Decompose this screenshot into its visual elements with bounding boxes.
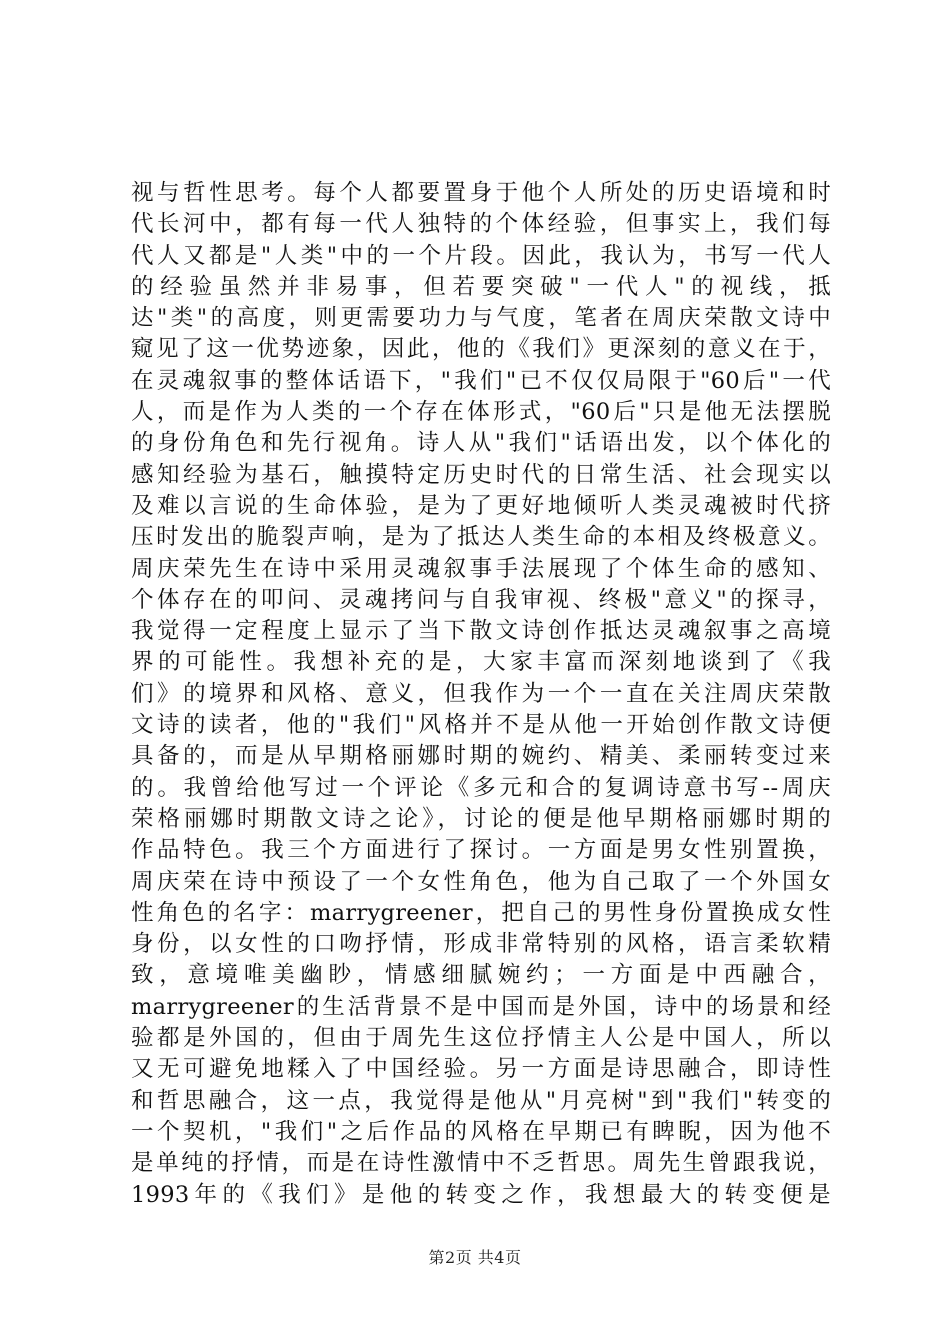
text-line: 性角色的名字：marrygreener，把自己的男性身份置换成女性 — [131, 899, 831, 926]
text-line: 身份，以女性的口吻抒情，形成非常特别的风格，语言柔软精 — [131, 931, 831, 958]
body-text — [131, 178, 831, 1211]
text-line: 的经验虽然并非易事，但若要突破"一代人"的视线，抵 — [131, 273, 831, 300]
text-line: 和哲思融合，这一点，我觉得是他从"月亮树"到"我们"转变的 — [131, 1087, 831, 1114]
text-line: 具备的，而是从早期格丽娜时期的婉约、精美、柔丽转变过来 — [131, 743, 831, 770]
text-line: 代长河中，都有每一代人独特的个体经验，但事实上，我们每 — [131, 211, 831, 238]
page-footer: 第2页 共4页 — [428, 1248, 522, 1267]
text-line: 我觉得一定程度上显示了当下散文诗创作抵达灵魂叙事之高境 — [131, 618, 831, 645]
text-line: 1993年的《我们》是他的转变之作，我想最大的转变便是 — [131, 1181, 831, 1208]
text-line: 在灵魂叙事的整体话语下，"我们"已不仅仅局限于"60后"一代 — [131, 367, 831, 394]
text-line: 致，意境唯美幽眇，情感细腻婉约；一方面是中西融合， — [131, 962, 831, 989]
text-line: 又无可避免地糅入了中国经验。另一方面是诗思融合，即诗性 — [131, 1056, 831, 1083]
text-line: 是单纯的抒情，而是在诗性激情中不乏哲思。周先生曾跟我说， — [131, 1150, 831, 1177]
text-line: 感知经验为基石，触摸特定历史时代的日常生活、社会现实以 — [131, 461, 831, 488]
text-line: 达"类"的高度，则更需要功力与气度，笔者在周庆荣散文诗中 — [131, 305, 831, 332]
text-line: 周庆荣先生在诗中采用灵魂叙事手法展现了个体生命的感知、 — [131, 555, 831, 582]
text-line: 验都是外国的，但由于周先生这位抒情主人公是中国人，所以 — [131, 1025, 831, 1052]
text-line: 及难以言说的生命体验，是为了更好地倾听人类灵魂被时代挤 — [131, 492, 831, 519]
text-line: 作品特色。我三个方面进行了探讨。一方面是男女性别置换， — [131, 837, 831, 864]
text-line: 文诗的读者，他的"我们"风格并不是从他一开始创作散文诗便 — [131, 712, 831, 739]
text-line: 一个契机，"我们"之后作品的风格在早期已有睥睨，因为他不 — [131, 1118, 831, 1145]
text-line: marrygreener的生活背景不是中国而是外国，诗中的场景和经 — [131, 993, 831, 1020]
text-line: 视与哲性思考。每个人都要置身于他个人所处的历史语境和时 — [131, 180, 831, 206]
text-line: 荣格丽娜时期散文诗之论》，讨论的便是他早期格丽娜时期的 — [131, 805, 831, 832]
text-line: 代人又都是"人类"中的一个片段。因此，我认为，书写一代人 — [131, 242, 831, 269]
text-line: 个体存在的叩问、灵魂拷问与自我审视、终极"意义"的探寻， — [131, 586, 831, 613]
text-line: 压时发出的脆裂声响，是为了抵达人类生命的本相及终极意义。 — [131, 524, 831, 551]
text-line: 的身份角色和先行视角。诗人从"我们"话语出发，以个体化的 — [131, 430, 831, 457]
text-line: 们》的境界和风格、意义，但我作为一个一直在关注周庆荣散 — [131, 680, 831, 707]
text-line: 人，而是作为人类的一个存在体形式，"60后"只是他无法摆脱 — [131, 399, 831, 426]
text-line: 的。我曾给他写过一个评论《多元和合的复调诗意书写--周庆 — [131, 774, 831, 801]
text-line: 周庆荣在诗中预设了一个女性角色，他为自己取了一个外国女 — [131, 868, 831, 895]
text-line: 界的可能性。我想补充的是，大家丰富而深刻地谈到了《我 — [131, 649, 831, 676]
text-line: 窥见了这一优势迹象，因此，他的《我们》更深刻的意义在于， — [131, 336, 831, 363]
